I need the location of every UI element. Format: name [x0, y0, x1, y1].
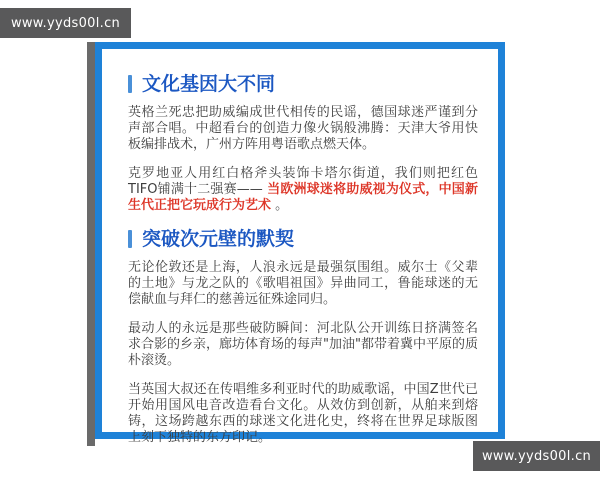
red-highlight-text: 当欧洲球迷将助威视为仪式，中国新生代正把它玩成行为艺术	[128, 182, 478, 213]
watermark-text: www.yyds00l.cn	[10, 15, 121, 31]
paragraph-text: 最动人的永远是那些破防瞬间：河北队公开训练日挤满签名求合影的乡亲，廊坊体育场的每声"加油"都带着冀中平原的质朴滚烫。	[128, 321, 478, 368]
heading-accent-bar	[128, 230, 132, 248]
paragraph-evolution	[128, 382, 478, 446]
watermark-top-left	[0, 8, 131, 38]
paragraph-tifo	[128, 166, 478, 214]
section-heading-culture	[128, 74, 478, 94]
paragraph-text: 。	[271, 198, 289, 213]
paragraph-text: 英格兰死忠把助威编成世代相传的民谣，德国球迷严谨到分声部合唱。中超看台的创造力像火锅般沸腾：天津大爷用快板编排战术，广州方阵用粤语歌点燃天体。	[128, 105, 478, 152]
article-card	[95, 42, 505, 445]
watermark-text: www.yyds00l.cn	[481, 448, 592, 464]
paragraph-text: 无论伦敦还是上海，人浪永远是最强氛围组。威尔士《父辈的土地》与龙之队的《歌唱祖国》异曲同工，鲁能球迷的无偿献血与拜仁的慈善远征殊途同归。	[128, 260, 478, 307]
section-heading-tacit	[128, 229, 478, 249]
section-heading-text: 突破次元壁的默契	[142, 228, 295, 250]
paragraph-fans-folk	[128, 105, 478, 153]
heading-accent-bar	[128, 75, 132, 93]
paragraph-wave	[128, 260, 478, 308]
paragraph-moments	[128, 321, 478, 369]
section-heading-text: 文化基因大不同	[142, 73, 276, 95]
watermark-bottom-right	[473, 441, 600, 471]
card-left-shadow	[87, 42, 95, 446]
paragraph-text: 克罗地亚人用红白格斧头装饰卡塔尔街道，我们则把红色TIFO铺满十二强赛——	[128, 166, 478, 197]
paragraph-text: 当英国大叔还在传唱维多利亚时代的助威歌谣，中国Z世代已开始用国风电音改造看台文化。从效仿到创新，从舶来到熔铸，这场跨越东西的球迷文化进化史，终将在世界足球版图上刻下独特的东方印记。	[128, 382, 478, 445]
